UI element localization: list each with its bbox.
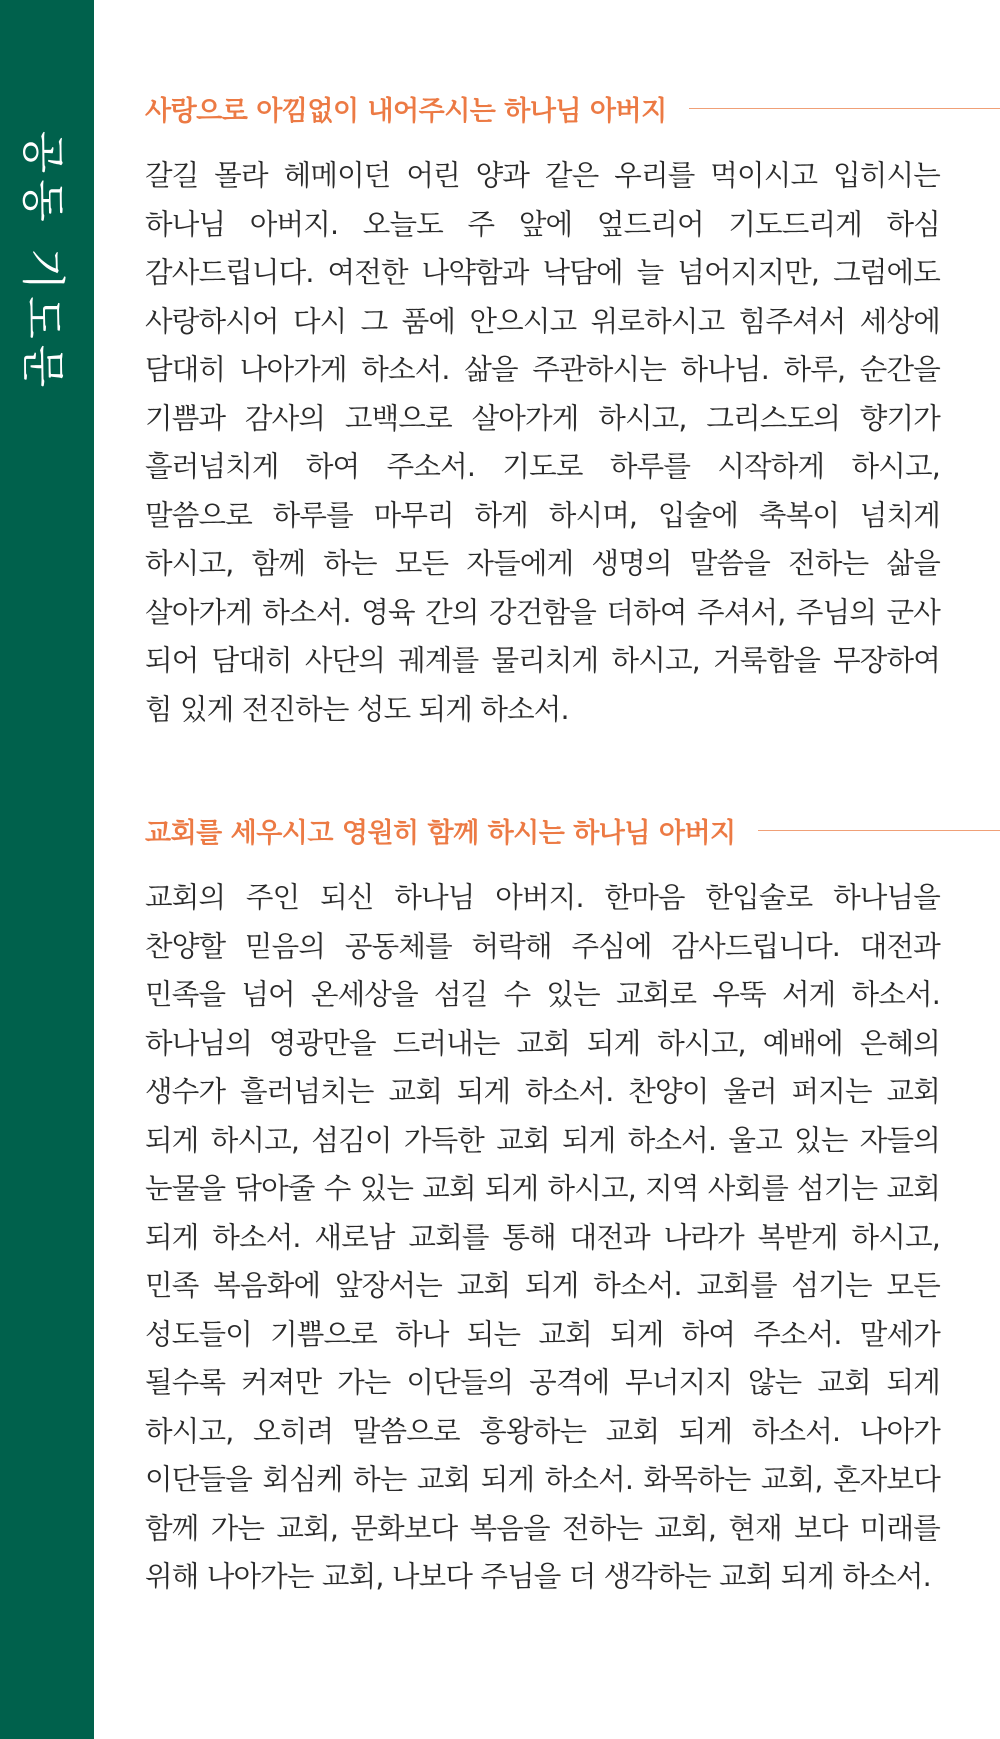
section-heading: 사랑으로 아낌없이 내어주시는 하나님 아버지 bbox=[145, 95, 667, 127]
section-heading-row bbox=[145, 88, 940, 128]
heading-rule bbox=[689, 108, 1000, 109]
prayer-section-1 bbox=[145, 88, 940, 734]
section-body: 교회의 주인 되신 하나님 아버지. 한마음 한입술로 하나님을 찬양할 믿음의 공동체를 허락해 주심에 감사드립니다. 대전과 민족을 넘어 온세상을 섬길 수 있는 교회로 우뚝 서게 하소서. 하나님의 영광만을 드러내는 교회 되게 하시고, 예배에 은혜의 생수가 흘러넘치는 교회 되게 하소서. 찬양이 울러 퍼지는 교회 되게 하시고, 섬김이 가득한 교회 되게 하소서. 울고 있는 자들의 눈물을 닦아줄 수 있는 교회 되게 하시고, 지역 사회를 섬기는 교회 되게 하소서. 새로남 교회를 통해 대전과 나라가 복받게 하시고, 민족 복음화에 앞장서는 교회 되게 하소서. 교회를 섬기는 모든 성도들이 기쁨으로 하나 되는 교회 되게 하여 주소서. 말세가 될수록 커져만 가는 이단들의 공격에 무너지지 않는 교회 되게 하시고, 오히려 말씀으로 흥왕하는 교회 되게 하소서. 나아가 이단들을 회심케 하는 교회 되게 하소서. 화목하는 교회, 혼자보다 함께 가는 교회, 문화보다 복음을 전하는 교회, 현재 보다 미래를 위해 나아가는 교회, 나보다 주님을 더 생각하는 교회 되게 하소서. bbox=[145, 881, 940, 1593]
sidebar-title: 공동 기도문 bbox=[17, 130, 68, 394]
prayer-section-2 bbox=[145, 810, 940, 1602]
sidebar bbox=[0, 0, 94, 1739]
heading-rule bbox=[758, 830, 1000, 831]
section-heading-row bbox=[145, 810, 940, 850]
section-heading: 교회를 세우시고 영원히 함께 하시는 하나님 아버지 bbox=[145, 817, 736, 849]
section-body: 갈길 몰라 헤메이던 어린 양과 같은 우리를 먹이시고 입히시는 하나님 아버지. 오늘도 주 앞에 엎드리어 기도드리게 하심 감사드립니다. 여전한 나약함과 낙담에 늘 넘어지지만, 그럼에도 사랑하시어 다시 그 품에 안으시고 위로하시고 힘주셔서 세상에 담대히 나아가게 하소서. 삶을 주관하시는 하나님. 하루, 순간을 기쁨과 감사의 고백으로 살아가게 하시고, 그리스도의 향기가 흘러넘치게 하여 주소서. 기도로 하루를 시작하게 하시고, 말씀으로 하루를 마무리 하게 하시며, 입술에 축복이 넘치게 하시고, 함께 하는 모든 자들에게 생명의 말씀을 전하는 삶을 살아가게 하소서. 영육 간의 강건함을 더하여 주셔서, 주님의 군사 되어 담대히 사단의 궤계를 물리치게 하시고, 거룩함을 무장하여 힘 있게 전진하는 성도 되게 하소서. bbox=[145, 159, 940, 726]
